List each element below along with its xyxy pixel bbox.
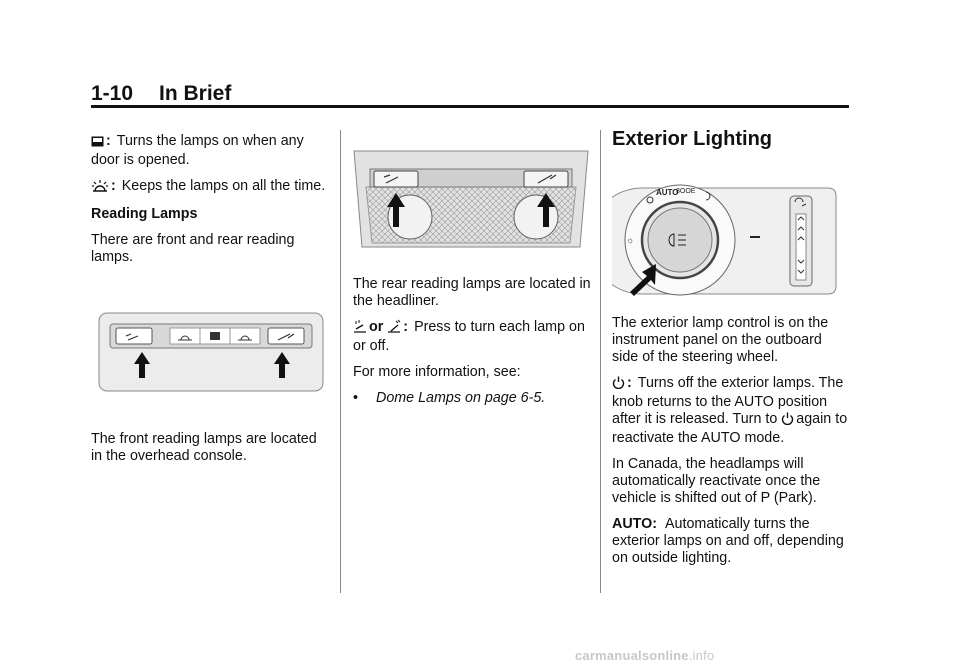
exterior-control-text: The exterior lamp control is on the instrument panel on the outboard side of the steering wheel. <box>612 315 829 365</box>
knob-auto-label: AUTO <box>656 188 679 197</box>
column-2 <box>353 276 593 416</box>
or-word: or <box>369 319 384 335</box>
reading-lamp-right-icon <box>387 319 401 338</box>
more-info-text: For more information, see: <box>353 364 521 380</box>
front-console-figure <box>98 312 324 397</box>
rear-headliner-figure <box>352 147 590 254</box>
column-divider-1 <box>340 130 341 593</box>
power-off-icon <box>612 376 625 394</box>
column-1 <box>91 133 331 275</box>
dome-lamps-reference <box>353 390 593 407</box>
on-mode-text: Keeps the lamps on all the time. <box>121 178 326 194</box>
off-mode-text-1: Turns off the exterior lamps. The knob returns to the AUTO position after it is released. Turn to <box>612 375 844 427</box>
auto-label: AUTO: <box>612 516 658 532</box>
reading-lamps-heading: Reading Lamps <box>91 206 198 222</box>
front-caption-block <box>91 431 331 474</box>
dome-lamp-on-icon <box>91 179 109 197</box>
watermark: carmanualsonline.info <box>575 648 715 663</box>
column-3 <box>612 315 852 576</box>
front-reading-caption: The front reading lamps are located in the overhead console. <box>91 431 317 464</box>
exterior-lamp-control-figure <box>612 168 844 307</box>
off-mode-text-2: again to reactivate the AUTO mode. <box>612 411 848 446</box>
power-off-icon-inline <box>781 412 794 430</box>
reading-lamp-button-paragraph: or : Press to turn each lamp on or off. <box>353 319 585 354</box>
page-header <box>91 82 851 110</box>
press-lamp-text: Press to turn each lamp on or off. <box>353 319 585 354</box>
header-rule <box>91 105 849 108</box>
reading-lamp-left-icon <box>353 319 367 338</box>
section-title: In Brief <box>159 82 232 105</box>
canada-text: In Canada, the headlamps will automatically reactivate once the vehicle is shifted out of P (Park). <box>612 456 821 506</box>
rear-reading-caption: The rear reading lamps are located in the headliner. <box>353 276 591 309</box>
bullet-icon: • <box>353 390 359 406</box>
page-number: 1-10 <box>91 82 134 105</box>
column-divider-2 <box>600 130 601 593</box>
off-mode-paragraph: : Turns off the exterior lamps. The knob returns to the AUTO position after it is released. Turn to again to reactivate the AUTO mode. <box>612 375 848 446</box>
on-mode-paragraph: : Keeps the lamps on all the time. <box>91 178 331 197</box>
auto-mode-paragraph <box>612 516 852 567</box>
exterior-lighting-heading: Exterior Lighting <box>612 128 772 150</box>
dome-lamps-link[interactable]: Dome Lamps on page 6-5. <box>376 390 546 406</box>
door-mode-text: Turns the lamps on when any door is opened. <box>91 133 304 168</box>
knob-off-label: 3OOE <box>676 188 696 195</box>
door-mode-paragraph: : Turns the lamps on when any door is opened. <box>91 133 304 168</box>
reading-lamps-text: There are front and rear reading lamps. <box>91 232 295 265</box>
door-lamp-icon <box>91 135 104 152</box>
svg-text:☼: ☼ <box>626 235 635 245</box>
auto-mode-text: Automatically turns the exterior lamps on and off, depending on outside lighting. <box>612 516 844 566</box>
